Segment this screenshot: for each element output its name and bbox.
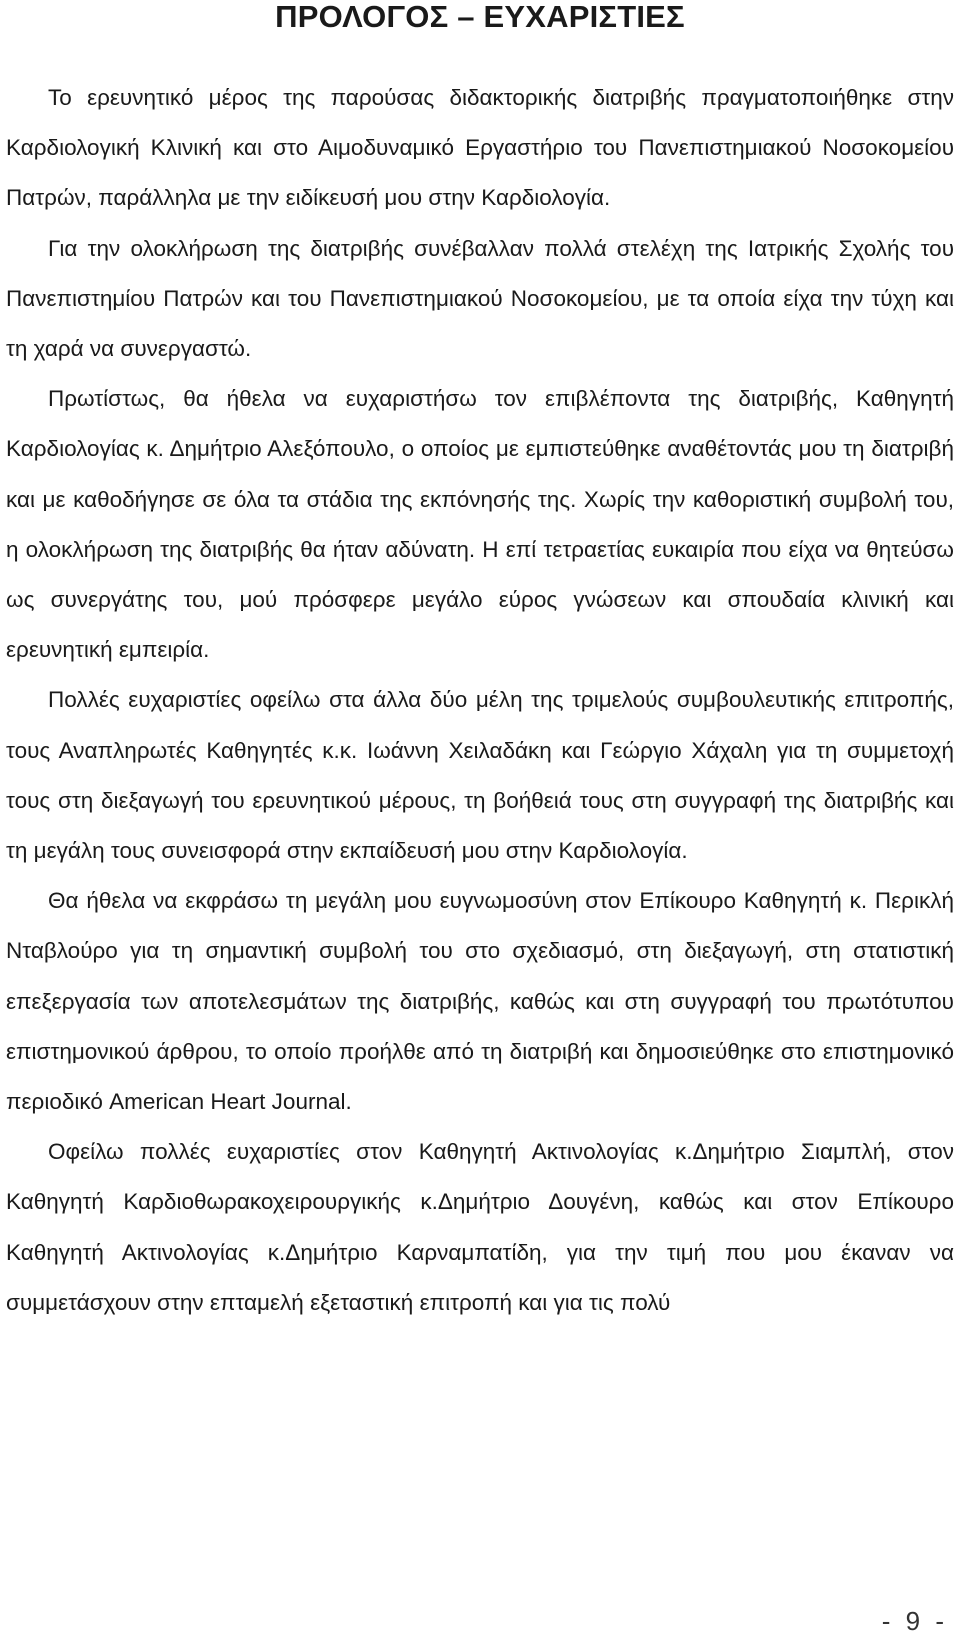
document-body: [6, 73, 954, 1328]
paragraph-committee: Πολλές ευχαριστίες οφείλω στα άλλα δύο μέλη της τριμελούς συμβουλευτικής επιτροπής, τους Αναπληρωτές Καθηγητές κ.κ. Ιωάννη Χειλαδάκη και Γεώργιο Χάχαλη για τη συμμετοχή τους στη διεξαγωγή του ερευνητικού μέρους, τη βοήθειά τους στη συγγραφή της διατριβής και τη μεγάλη τους συνεισφορά στην εκπαίδευσή μου στην Καρδιολογία.: [6, 687, 954, 864]
paragraph-supervisor: Πρωτίστως, θα ήθελα να ευχαριστήσω τον επιβλέποντα της διατριβής, Καθηγητή Καρδιολογίας κ. Δημήτριο Αλεξόπουλο, ο οποίος με εμπιστεύθηκε αναθέτοντάς μου τη διατριβή και με καθοδήγησε σε όλα τα στάδια της εκπόνησής της. Χωρίς την καθοριστική συμβολή του, η ολοκλήρωση της διατριβής θα ήταν αδύνατη. Η επί τετραετίας ευκαιρία που είχα να θητεύσω ως συνεργάτης του, μού πρόσφερε μεγάλο εύρος γνώσεων και σπουδαία κλινική και ερευνητική εμπειρία.: [6, 386, 954, 663]
page-number: - 9 -: [881, 1606, 948, 1636]
page-title: ΠΡΟΛΟΓΟΣ – ΕΥΧΑΡΙΣΤΙΕΣ: [275, 0, 685, 34]
paragraph-examination-committee: Οφείλω πολλές ευχαριστίες στον Καθηγητή Ακτινολογίας κ.Δημήτριο Σιαμπλή, στον Καθηγητή Καρδιοθωρακοχειρουργικής κ.Δημήτριο Δουγένη, καθώς και στον Επίκουρο Καθηγητή Ακτινολογίας κ.Δημήτριο Καρναμπατίδη, για την τιμή που μου έκαναν να συμμετάσχουν στην επταμελή εξεταστική επιτροπή και για τις πολύ: [6, 1139, 954, 1315]
paragraph-contributors: Για την ολοκλήρωση της διατριβής συνέβαλλαν πολλά στελέχη της Ιατρικής Σχολής του Πανεπιστημίου Πατρών και του Πανεπιστημιακού Νοσοκομείου, με τα οποία είχα την τύχη και τη χαρά να συνεργαστώ.: [6, 235, 954, 362]
paragraph-research-context: Το ερευνητικό μέρος της παρούσας διδακτορικής διατριβής πραγματοποιήθηκε στην Καρδιολογική Κλινική και στο Αιμοδυναμικό Εργαστήριο του Πανεπιστημιακού Νοσοκομείου Πατρών, παράλληλα με την ειδίκευσή μου στην Καρδιολογία.: [6, 85, 954, 211]
paragraph-assistant-professor: Θα ήθελα να εκφράσω τη μεγάλη μου ευγνωμοσύνη στον Επίκουρο Καθηγητή κ. Περικλή Νταβλούρο για τη σημαντική συμβολή του στο σχεδιασμό, στη διεξαγωγή, στη στατιστική επεξεργασία των αποτελεσμάτων της διατριβής, καθώς και στη συγγραφή του πρωτότυπου επιστημονικού άρθρου, το οποίο προήλθε από τη διατριβή και δημοσιεύθηκε στο επιστημονικό περιοδικό American Heart Journal.: [6, 888, 954, 1115]
